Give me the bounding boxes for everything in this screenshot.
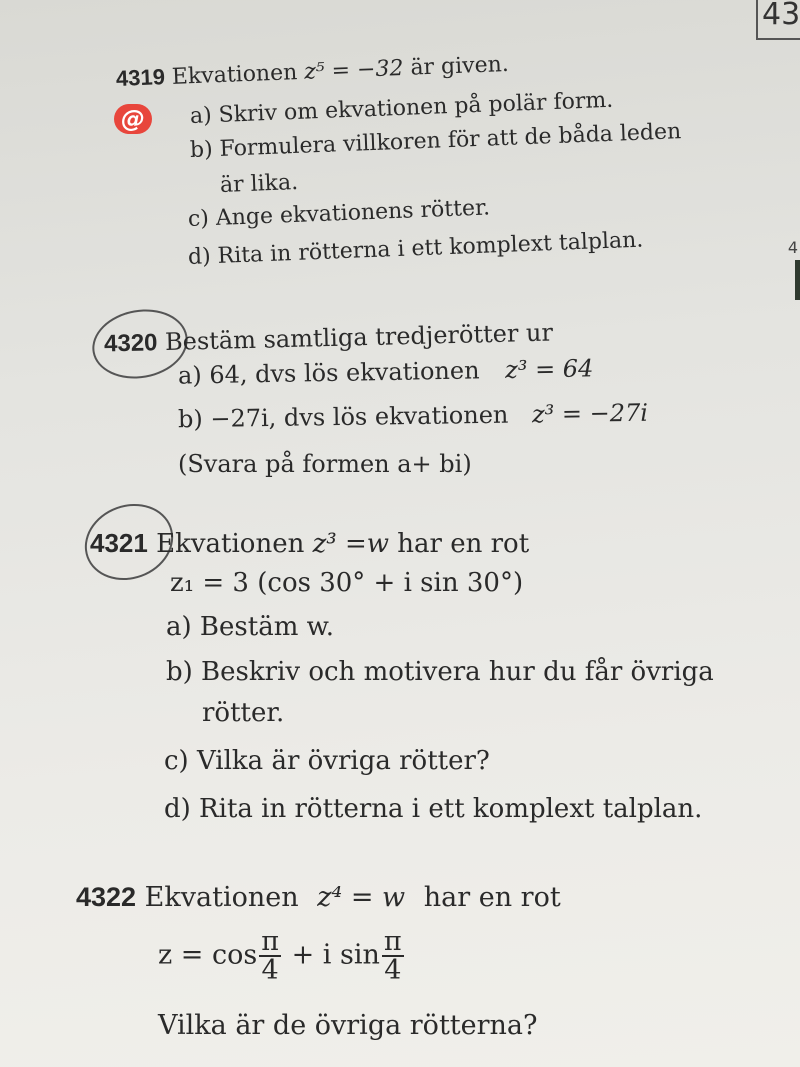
- equation: z³ =w: [312, 529, 390, 559]
- fraction-numerator: π: [383, 926, 402, 957]
- edge-mark: 4: [787, 238, 798, 257]
- page-edge: [795, 260, 800, 300]
- root-lhs: z = cos: [158, 939, 258, 971]
- problem-4320-b: [178, 399, 648, 434]
- problem-4322-root: [158, 928, 406, 984]
- page-corner-number: 43: [756, 0, 800, 40]
- problem-4319-b: b) Formulera villkoren för att de båda leden: [189, 119, 682, 163]
- fraction-denominator: 4: [261, 955, 279, 986]
- problem-intro: Ekvationen: [171, 60, 298, 90]
- problem-4321-b: b) Beskriv och motivera hur du får övriga: [166, 657, 714, 687]
- equation: z³ = −27i: [531, 398, 649, 429]
- problem-intro: Ekvationen: [144, 882, 299, 913]
- problem-4319-d: d) Rita in rötterna i ett komplext talplan.: [187, 227, 644, 270]
- part-text: a) 64, dvs lös ekvationen: [177, 356, 480, 390]
- problem-4321-header: [90, 528, 529, 559]
- problem-intro-end: har en rot: [397, 529, 530, 559]
- problem-4319-header: [116, 51, 510, 92]
- fraction-denominator: 4: [384, 955, 402, 986]
- fraction: [382, 928, 404, 984]
- problem-intro-end: har en rot: [423, 882, 561, 913]
- part-text: b) −27i, dvs lös ekvationen: [177, 400, 509, 434]
- equation: z³ = 64: [504, 354, 594, 384]
- problem-4321-b-cont: rötter.: [202, 698, 285, 728]
- problem-4319-c: c) Ange ekvationens rötter.: [187, 195, 491, 232]
- problem-4322-question: Vilka är de övriga rötterna?: [158, 1010, 538, 1041]
- problem-number: 4319: [115, 64, 166, 91]
- problem-intro-end: är given.: [409, 51, 510, 81]
- problem-intro: Bestäm samtliga tredjerötter ur: [164, 318, 554, 356]
- problem-number: 4322: [76, 882, 137, 912]
- digital-tool-icon: @: [114, 104, 152, 134]
- equation: z⁵ = −32: [303, 55, 404, 85]
- problem-4321-root: z₁ = 3 (cos 30° + i sin 30°): [170, 568, 524, 598]
- problem-4321-d: d) Rita in rötterna i ett komplext talplan.: [164, 794, 703, 824]
- fraction-numerator: π: [261, 926, 279, 957]
- problem-4319-b-cont: är lika.: [219, 170, 299, 198]
- problem-4321-c: c) Vilka är övriga rötter?: [164, 746, 490, 776]
- problem-4322-header: [76, 882, 561, 913]
- problem-number: 4321: [90, 528, 148, 558]
- problem-4320-a: [178, 354, 594, 389]
- equation: z⁴ = w: [317, 882, 406, 913]
- problem-4319-a: a) Skriv om ekvationen på polär form.: [189, 87, 614, 129]
- problem-4320-note: (Svara på formen a+ bi): [178, 450, 472, 478]
- fraction: [259, 928, 281, 984]
- problem-4321-a: a) Bestäm w.: [166, 612, 335, 642]
- problem-number: 4320: [103, 329, 158, 358]
- problem-intro: Ekvationen: [156, 529, 305, 559]
- root-mid: + i sin: [291, 939, 380, 971]
